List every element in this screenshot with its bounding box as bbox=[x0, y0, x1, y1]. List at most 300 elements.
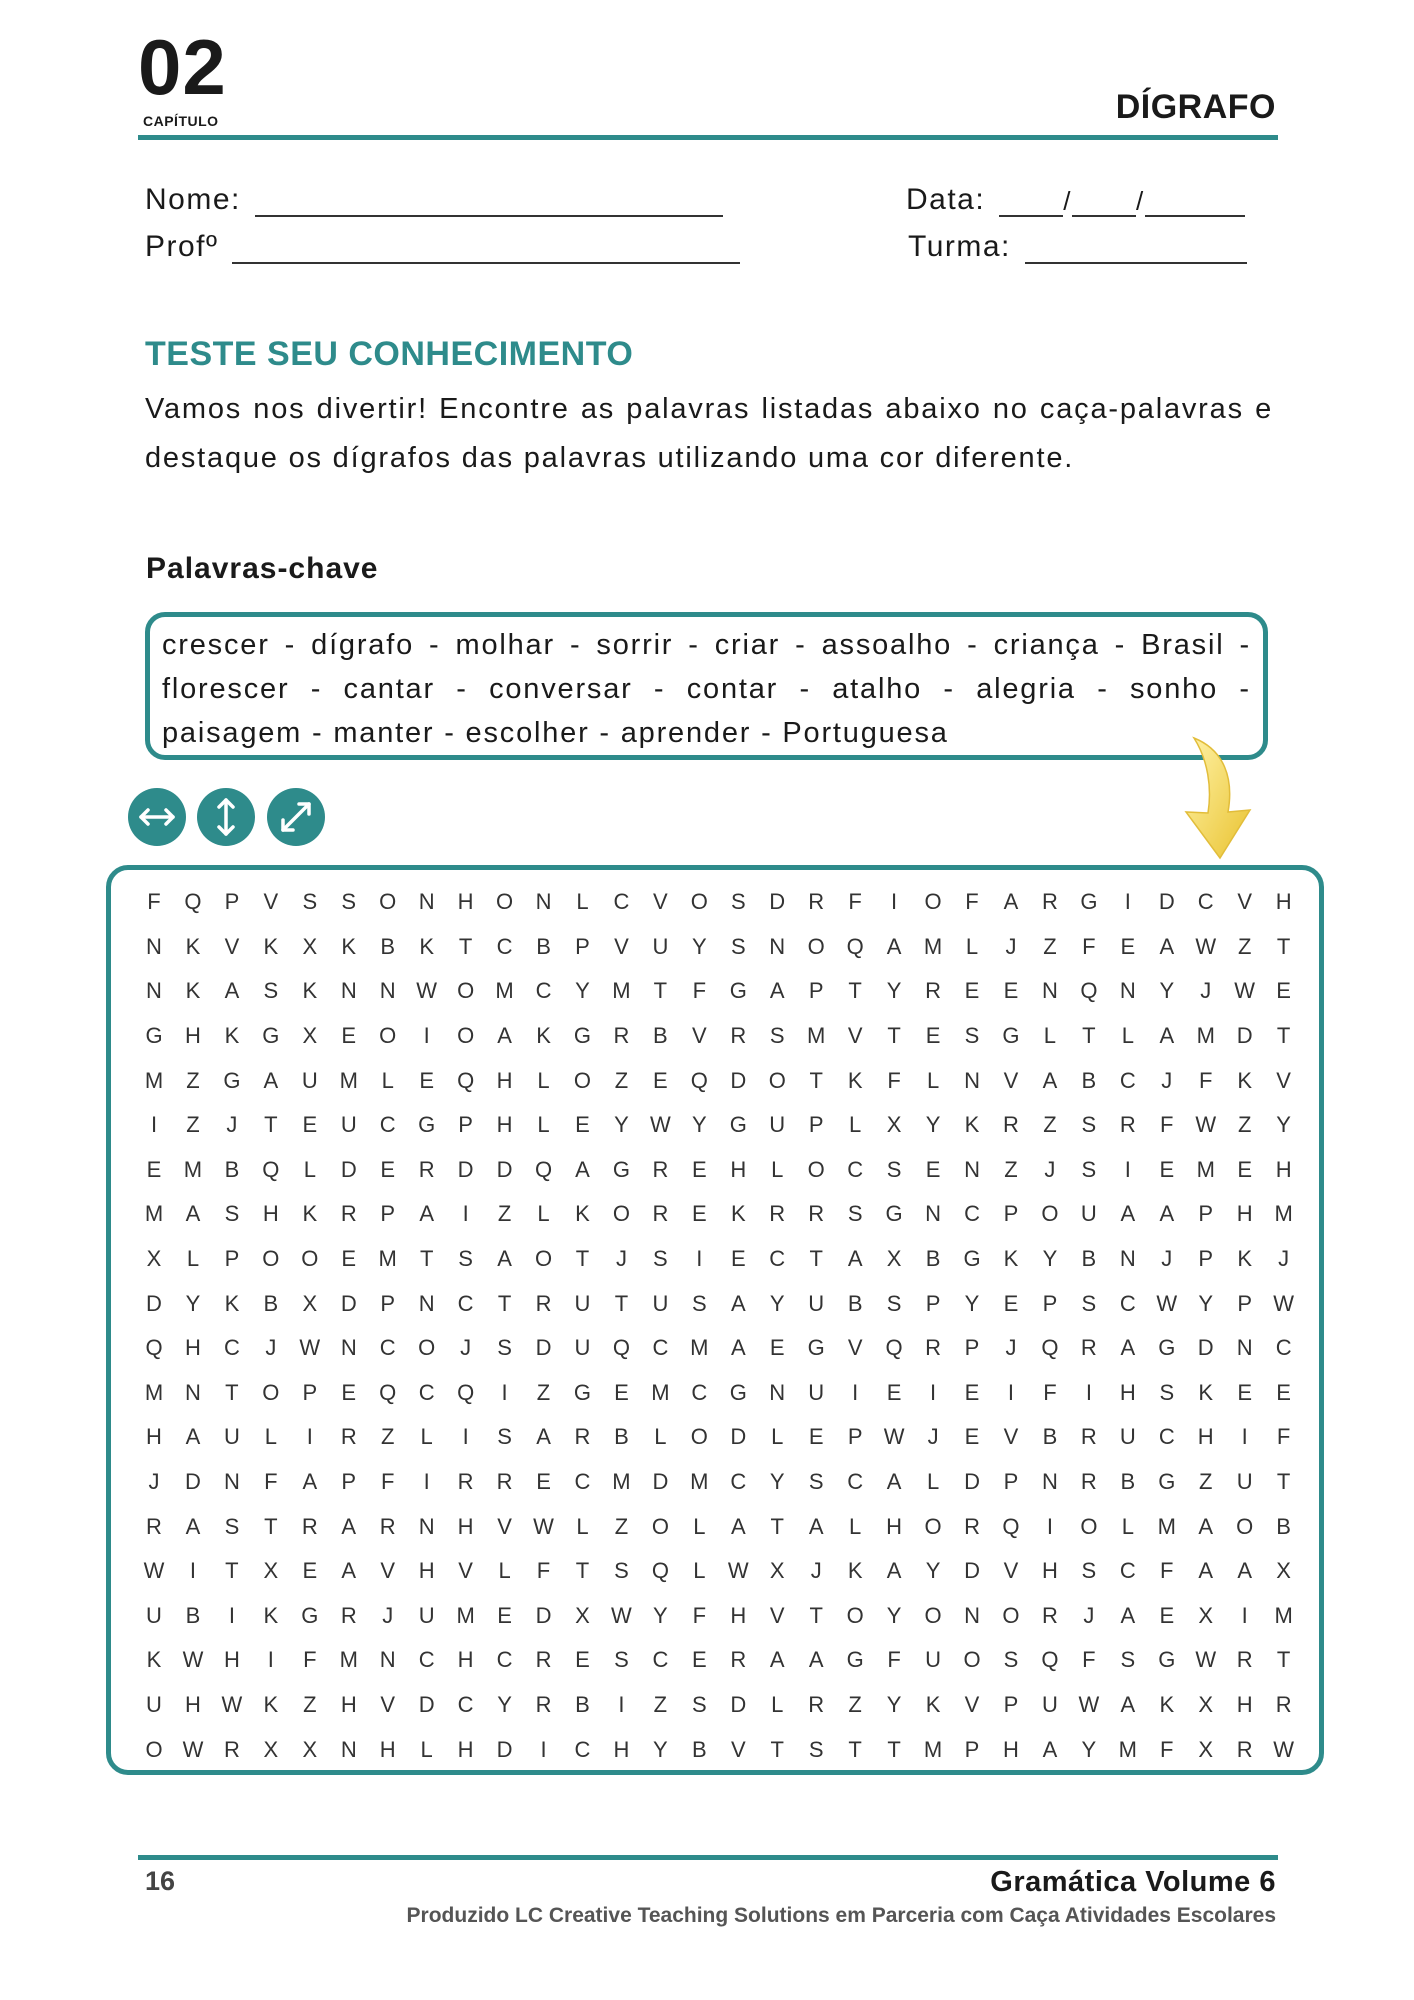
grid-letter[interactable]: P bbox=[380, 1290, 396, 1316]
grid-letter[interactable]: L bbox=[498, 1558, 511, 1584]
grid-letter[interactable]: S bbox=[1081, 1558, 1097, 1584]
grid-letter[interactable]: C bbox=[535, 978, 552, 1004]
class-field[interactable] bbox=[908, 230, 1247, 264]
grid-letter[interactable]: T bbox=[264, 1112, 278, 1138]
grid-letter[interactable]: O bbox=[379, 889, 397, 915]
grid-letter[interactable]: O bbox=[768, 1067, 786, 1093]
grid-letter[interactable]: O bbox=[457, 1023, 475, 1049]
grid-letter[interactable]: Y bbox=[1042, 1246, 1058, 1272]
grid-letter[interactable]: V bbox=[614, 933, 629, 959]
grid-letter[interactable]: S bbox=[302, 889, 318, 915]
grid-letter[interactable]: D bbox=[340, 1156, 357, 1182]
grid-letter[interactable]: A bbox=[224, 978, 240, 1004]
grid-letter[interactable]: H bbox=[730, 1156, 747, 1182]
grid-letter[interactable]: A bbox=[341, 1513, 357, 1539]
grid-letter[interactable]: T bbox=[809, 1602, 823, 1628]
grid-letter[interactable]: T bbox=[575, 1558, 590, 1584]
grid-letter[interactable]: R bbox=[1080, 1424, 1097, 1450]
grid-letter[interactable]: X bbox=[886, 1246, 902, 1272]
grid-letter[interactable]: X bbox=[263, 1558, 279, 1584]
grid-letter[interactable]: A bbox=[536, 1424, 551, 1450]
grid-letter[interactable]: Y bbox=[925, 1558, 941, 1584]
grid-letter[interactable]: E bbox=[886, 1379, 902, 1405]
grid-letter[interactable]: S bbox=[458, 1246, 473, 1272]
date-year-line[interactable] bbox=[1145, 191, 1245, 217]
grid-letter[interactable]: U bbox=[769, 1112, 786, 1138]
grid-letter[interactable]: L bbox=[303, 1156, 316, 1182]
grid-letter[interactable]: K bbox=[847, 1558, 863, 1584]
grid-letter[interactable]: R bbox=[1119, 1112, 1136, 1138]
grid-letter[interactable]: J bbox=[226, 1112, 238, 1138]
grid-letter[interactable]: S bbox=[653, 1246, 668, 1272]
grid-letter[interactable]: R bbox=[613, 1023, 630, 1049]
grid-letter[interactable]: R bbox=[808, 889, 825, 915]
grid-letter[interactable]: J bbox=[615, 1246, 627, 1272]
grid-letter[interactable]: P bbox=[302, 1379, 318, 1405]
grid-letter[interactable]: T bbox=[1276, 933, 1291, 959]
grid-letter[interactable]: B bbox=[653, 1023, 668, 1049]
grid-letter[interactable]: L bbox=[186, 1246, 200, 1272]
grid-letter[interactable]: Y bbox=[614, 1112, 629, 1138]
grid-letter[interactable]: T bbox=[575, 1246, 590, 1272]
grid-letter[interactable]: O bbox=[573, 1067, 592, 1093]
grid-letter[interactable]: V bbox=[964, 1691, 980, 1717]
grid-letter[interactable]: R bbox=[925, 1335, 941, 1361]
grid-letter[interactable]: G bbox=[963, 1246, 981, 1272]
grid-letter[interactable]: Q bbox=[184, 889, 202, 915]
grid-letter[interactable]: Q bbox=[690, 1067, 708, 1093]
grid-letter[interactable]: T bbox=[770, 1736, 784, 1762]
grid-letter[interactable]: H bbox=[496, 1112, 513, 1138]
grid-letter[interactable]: C bbox=[457, 1290, 474, 1316]
grid-letter[interactable]: R bbox=[574, 1424, 591, 1450]
grid-letter[interactable]: H bbox=[1041, 1558, 1058, 1584]
grid-letter[interactable]: E bbox=[964, 1424, 980, 1450]
grid-letter[interactable]: P bbox=[847, 1424, 863, 1450]
grid-letter[interactable]: T bbox=[887, 1023, 901, 1049]
grid-letter[interactable]: I bbox=[1124, 889, 1131, 915]
grid-letter[interactable]: A bbox=[886, 933, 902, 959]
grid-letter[interactable]: Y bbox=[925, 1112, 941, 1138]
grid-letter[interactable]: M bbox=[923, 1736, 943, 1762]
grid-letter[interactable]: Z bbox=[1043, 1112, 1057, 1138]
grid-letter[interactable]: A bbox=[497, 1246, 512, 1272]
grid-letter[interactable]: K bbox=[1003, 1246, 1019, 1272]
grid-letter[interactable]: P bbox=[458, 1112, 473, 1138]
grid-letter[interactable]: V bbox=[769, 1602, 785, 1628]
grid-letter[interactable]: C bbox=[964, 1201, 980, 1227]
grid-letter[interactable]: B bbox=[1276, 1513, 1291, 1539]
grid-letter[interactable]: O bbox=[534, 1246, 553, 1272]
grid-letter[interactable]: V bbox=[730, 1736, 746, 1762]
grid-letter[interactable]: C bbox=[1119, 1558, 1136, 1584]
grid-letter[interactable]: I bbox=[1085, 1379, 1092, 1405]
grid-letter[interactable]: Q bbox=[1002, 1513, 1020, 1539]
grid-letter[interactable]: L bbox=[576, 889, 589, 915]
grid-letter[interactable]: N bbox=[418, 1513, 435, 1539]
grid-letter[interactable]: K bbox=[575, 1201, 590, 1227]
grid-letter[interactable]: N bbox=[1119, 978, 1136, 1004]
grid-letter[interactable]: O bbox=[1041, 1201, 1059, 1227]
grid-letter[interactable]: T bbox=[887, 1736, 901, 1762]
grid-letter[interactable]: D bbox=[1158, 889, 1175, 915]
grid-letter[interactable]: V bbox=[458, 1558, 473, 1584]
grid-letter[interactable]: C bbox=[1119, 1290, 1136, 1316]
grid-letter[interactable]: I bbox=[462, 1424, 469, 1450]
grid-letter[interactable]: L bbox=[1121, 1023, 1134, 1049]
grid-letter[interactable]: G bbox=[885, 1201, 903, 1227]
grid-letter[interactable]: S bbox=[808, 1469, 824, 1495]
grid-letter[interactable]: X bbox=[263, 1736, 279, 1762]
grid-letter[interactable]: Q bbox=[457, 1067, 475, 1093]
grid-letter[interactable]: R bbox=[418, 1156, 435, 1182]
grid-letter[interactable]: K bbox=[224, 1023, 240, 1049]
grid-letter[interactable]: M bbox=[1196, 1156, 1215, 1182]
grid-letter[interactable]: I bbox=[1124, 1156, 1131, 1182]
grid-letter[interactable]: O bbox=[1002, 1602, 1020, 1628]
grid-letter[interactable]: T bbox=[1276, 1647, 1291, 1673]
teacher-field[interactable] bbox=[145, 230, 740, 264]
grid-letter[interactable]: H bbox=[613, 1736, 630, 1762]
grid-letter[interactable]: T bbox=[225, 1558, 239, 1584]
grid-letter[interactable]: P bbox=[1003, 1691, 1019, 1717]
grid-letter[interactable]: R bbox=[496, 1469, 513, 1495]
grid-letter[interactable]: P bbox=[1237, 1290, 1253, 1316]
grid-letter[interactable]: P bbox=[575, 933, 590, 959]
grid-letter[interactable]: N bbox=[146, 933, 162, 959]
grid-letter[interactable]: Y bbox=[1081, 1736, 1097, 1762]
grid-letter[interactable]: F bbox=[887, 1067, 901, 1093]
grid-letter[interactable]: S bbox=[614, 1647, 629, 1673]
grid-letter[interactable]: R bbox=[964, 1513, 980, 1539]
grid-letter[interactable]: E bbox=[419, 1067, 435, 1093]
grid-letter[interactable]: F bbox=[848, 889, 862, 915]
grid-letter[interactable]: H bbox=[418, 1558, 435, 1584]
grid-letter[interactable]: X bbox=[575, 1602, 590, 1628]
grid-letter[interactable]: U bbox=[223, 1424, 240, 1450]
grid-letter[interactable]: K bbox=[263, 1691, 279, 1717]
grid-letter[interactable]: A bbox=[730, 1335, 746, 1361]
grid-letter[interactable]: Z bbox=[1043, 933, 1057, 959]
grid-letter[interactable]: L bbox=[420, 1424, 433, 1450]
grid-letter[interactable]: J bbox=[927, 1424, 939, 1450]
grid-letter[interactable]: N bbox=[964, 1067, 980, 1093]
grid-letter[interactable]: S bbox=[263, 978, 279, 1004]
grid-letter[interactable]: G bbox=[573, 1379, 592, 1405]
grid-letter[interactable]: L bbox=[576, 1513, 589, 1539]
grid-letter[interactable]: G bbox=[1158, 1647, 1176, 1673]
grid-letter[interactable]: A bbox=[769, 978, 785, 1004]
grid-letter[interactable]: S bbox=[224, 1513, 240, 1539]
grid-letter[interactable]: A bbox=[1120, 1691, 1136, 1717]
grid-letter[interactable]: C bbox=[613, 889, 630, 915]
grid-letter[interactable]: E bbox=[1159, 1156, 1175, 1182]
grid-letter[interactable]: N bbox=[146, 978, 162, 1004]
grid-letter[interactable]: S bbox=[886, 1156, 902, 1182]
grid-letter[interactable]: N bbox=[769, 933, 786, 959]
grid-letter[interactable]: F bbox=[887, 1647, 901, 1673]
grid-letter[interactable]: M bbox=[144, 1379, 164, 1405]
grid-letter[interactable]: R bbox=[925, 978, 941, 1004]
grid-letter[interactable]: K bbox=[419, 933, 435, 959]
grid-letter[interactable]: Q bbox=[612, 1335, 630, 1361]
grid-letter[interactable]: F bbox=[536, 1558, 551, 1584]
grid-letter[interactable]: G bbox=[1080, 889, 1098, 915]
name-field[interactable] bbox=[145, 183, 723, 217]
grid-letter[interactable]: P bbox=[964, 1736, 980, 1762]
grid-letter[interactable]: W bbox=[1273, 1736, 1295, 1762]
grid-letter[interactable]: J bbox=[1044, 1156, 1056, 1182]
grid-letter[interactable]: F bbox=[380, 1469, 395, 1495]
grid-letter[interactable]: S bbox=[847, 1201, 863, 1227]
grid-letter[interactable]: E bbox=[380, 1156, 396, 1182]
grid-letter[interactable]: L bbox=[926, 1067, 940, 1093]
grid-letter[interactable]: C bbox=[457, 1691, 474, 1717]
grid-letter[interactable]: Q bbox=[651, 1558, 669, 1584]
grid-letter[interactable]: S bbox=[1081, 1156, 1097, 1182]
grid-letter[interactable]: R bbox=[379, 1513, 396, 1539]
grid-letter[interactable]: O bbox=[690, 1424, 708, 1450]
grid-letter[interactable]: X bbox=[302, 933, 318, 959]
grid-letter[interactable]: B bbox=[263, 1290, 279, 1316]
grid-letter[interactable]: G bbox=[1002, 1023, 1020, 1049]
grid-letter[interactable]: O bbox=[1080, 1513, 1098, 1539]
grid-letter[interactable]: A bbox=[341, 1558, 357, 1584]
grid-letter[interactable]: U bbox=[808, 1379, 825, 1405]
grid-letter[interactable]: I bbox=[267, 1647, 274, 1673]
grid-letter[interactable]: S bbox=[497, 1335, 512, 1361]
grid-letter[interactable]: A bbox=[730, 1290, 746, 1316]
grid-letter[interactable]: C bbox=[496, 1647, 513, 1673]
grid-letter[interactable]: F bbox=[1160, 1736, 1174, 1762]
grid-letter[interactable]: D bbox=[730, 1691, 747, 1717]
grid-letter[interactable]: K bbox=[730, 1201, 746, 1227]
grid-letter[interactable]: L bbox=[537, 1112, 550, 1138]
grid-letter[interactable]: L bbox=[537, 1067, 550, 1093]
grid-letter[interactable]: I bbox=[540, 1736, 547, 1762]
grid-letter[interactable]: T bbox=[1276, 1023, 1291, 1049]
grid-letter[interactable]: A bbox=[497, 1023, 512, 1049]
grid-letter[interactable]: D bbox=[418, 1691, 435, 1717]
grid-letter[interactable]: G bbox=[301, 1602, 319, 1628]
grid-letter[interactable]: U bbox=[574, 1290, 591, 1316]
grid-letter[interactable]: U bbox=[1041, 1691, 1058, 1717]
grid-letter[interactable]: H bbox=[457, 1647, 474, 1673]
grid-letter[interactable]: J bbox=[810, 1558, 822, 1584]
grid-letter[interactable]: A bbox=[730, 1513, 746, 1539]
grid-letter[interactable]: Y bbox=[185, 1290, 201, 1316]
grid-letter[interactable]: D bbox=[730, 1424, 747, 1450]
grid-letter[interactable]: N bbox=[769, 1379, 786, 1405]
grid-letter[interactable]: V bbox=[653, 889, 668, 915]
grid-letter[interactable]: B bbox=[614, 1424, 629, 1450]
grid-letter[interactable]: Z bbox=[614, 1067, 629, 1093]
grid-letter[interactable]: C bbox=[574, 1469, 591, 1495]
grid-letter[interactable]: C bbox=[769, 1246, 786, 1272]
grid-letter[interactable]: G bbox=[846, 1647, 864, 1673]
grid-letter[interactable]: G bbox=[573, 1023, 592, 1049]
grid-letter[interactable]: N bbox=[1041, 1469, 1058, 1495]
grid-letter[interactable]: S bbox=[769, 1023, 785, 1049]
grid-letter[interactable]: V bbox=[692, 1023, 707, 1049]
grid-letter[interactable]: A bbox=[1120, 1201, 1136, 1227]
grid-letter[interactable]: D bbox=[535, 1602, 552, 1628]
grid-letter[interactable]: F bbox=[303, 1647, 317, 1673]
grid-letter[interactable]: P bbox=[925, 1290, 941, 1316]
grid-letter[interactable]: P bbox=[1042, 1290, 1058, 1316]
class-input-line[interactable] bbox=[1025, 238, 1247, 264]
grid-letter[interactable]: R bbox=[535, 1691, 552, 1717]
grid-letter[interactable]: V bbox=[1276, 1067, 1291, 1093]
grid-letter[interactable]: S bbox=[1120, 1647, 1136, 1673]
grid-letter[interactable]: M bbox=[144, 1201, 164, 1227]
grid-letter[interactable]: O bbox=[301, 1246, 319, 1272]
grid-letter[interactable]: Z bbox=[497, 1201, 512, 1227]
grid-letter[interactable]: N bbox=[964, 1602, 980, 1628]
grid-letter[interactable]: T bbox=[653, 978, 668, 1004]
grid-letter[interactable]: I bbox=[1241, 1602, 1248, 1628]
grid-letter[interactable]: U bbox=[652, 933, 669, 959]
grid-letter[interactable]: H bbox=[1275, 1156, 1292, 1182]
grid-letter[interactable]: I bbox=[930, 1379, 937, 1405]
grid-letter[interactable]: O bbox=[418, 1335, 436, 1361]
grid-letter[interactable]: R bbox=[535, 1290, 552, 1316]
grid-letter[interactable]: Z bbox=[848, 1691, 862, 1717]
grid-letter[interactable]: E bbox=[964, 1379, 980, 1405]
grid-letter[interactable]: D bbox=[496, 1156, 513, 1182]
grid-letter[interactable]: X bbox=[302, 1290, 318, 1316]
grid-letter[interactable]: H bbox=[886, 1513, 903, 1539]
grid-letter[interactable]: I bbox=[189, 1558, 197, 1584]
grid-letter[interactable]: Y bbox=[769, 1290, 785, 1316]
grid-letter[interactable]: S bbox=[808, 1736, 824, 1762]
grid-letter[interactable]: E bbox=[341, 1379, 357, 1405]
grid-letter[interactable]: Z bbox=[1199, 1469, 1213, 1495]
grid-letter[interactable]: Z bbox=[186, 1067, 200, 1093]
grid-letter[interactable]: C bbox=[418, 1379, 435, 1405]
grid-letter[interactable]: H bbox=[379, 1736, 396, 1762]
grid-letter[interactable]: L bbox=[654, 1424, 667, 1450]
grid-letter[interactable]: Y bbox=[653, 1602, 668, 1628]
grid-letter[interactable]: K bbox=[185, 933, 201, 959]
grid-letter[interactable]: N bbox=[1041, 978, 1058, 1004]
grid-letter[interactable]: N bbox=[1119, 1246, 1136, 1272]
grid-letter[interactable]: C bbox=[418, 1647, 435, 1673]
grid-letter[interactable]: F bbox=[147, 889, 161, 915]
grid-letter[interactable]: P bbox=[341, 1469, 357, 1495]
grid-letter[interactable]: N bbox=[340, 1335, 357, 1361]
grid-letter[interactable]: B bbox=[185, 1602, 201, 1628]
grid-letter[interactable]: H bbox=[146, 1424, 162, 1450]
grid-letter[interactable]: M bbox=[690, 1469, 709, 1495]
grid-letter[interactable]: H bbox=[457, 1513, 474, 1539]
grid-letter[interactable]: K bbox=[224, 1290, 240, 1316]
grid-letter[interactable]: V bbox=[263, 889, 279, 915]
grid-letter[interactable]: M bbox=[339, 1067, 358, 1093]
grid-letter[interactable]: M bbox=[339, 1647, 358, 1673]
grid-letter[interactable]: B bbox=[1120, 1469, 1136, 1495]
grid-letter[interactable]: K bbox=[1159, 1691, 1175, 1717]
grid-letter[interactable]: F bbox=[264, 1469, 278, 1495]
grid-letter[interactable]: E bbox=[692, 1156, 707, 1182]
grid-letter[interactable]: J bbox=[382, 1602, 394, 1628]
grid-letter[interactable]: T bbox=[770, 1513, 784, 1539]
grid-letter[interactable]: X bbox=[146, 1246, 162, 1272]
grid-letter[interactable]: T bbox=[497, 1290, 512, 1316]
grid-letter[interactable]: E bbox=[1237, 1156, 1253, 1182]
grid-letter[interactable]: F bbox=[1082, 933, 1096, 959]
grid-letter[interactable]: I bbox=[1007, 1379, 1015, 1405]
grid-letter[interactable]: D bbox=[964, 1558, 980, 1584]
grid-letter[interactable]: M bbox=[1274, 1201, 1293, 1227]
grid-letter[interactable]: S bbox=[497, 1424, 512, 1450]
grid-letter[interactable]: E bbox=[925, 1156, 941, 1182]
grid-letter[interactable]: Z bbox=[1004, 1156, 1018, 1182]
grid-letter[interactable]: G bbox=[418, 1112, 436, 1138]
grid-letter[interactable]: D bbox=[496, 1736, 513, 1762]
grid-letter[interactable]: F bbox=[1160, 1558, 1174, 1584]
grid-letter[interactable]: R bbox=[146, 1513, 162, 1539]
grid-letter[interactable]: E bbox=[808, 1424, 824, 1450]
grid-letter[interactable]: K bbox=[341, 933, 357, 959]
grid-letter[interactable]: M bbox=[807, 1023, 826, 1049]
grid-letter[interactable]: T bbox=[458, 933, 473, 959]
grid-letter[interactable]: T bbox=[848, 1736, 862, 1762]
grid-letter[interactable]: J bbox=[265, 1335, 277, 1361]
grid-letter[interactable]: W bbox=[1195, 1647, 1217, 1673]
grid-letter[interactable]: X bbox=[886, 1112, 902, 1138]
grid-letter[interactable]: G bbox=[1158, 1335, 1176, 1361]
grid-letter[interactable]: Z bbox=[303, 1691, 317, 1717]
grid-letter[interactable]: K bbox=[1198, 1379, 1214, 1405]
grid-letter[interactable]: R bbox=[340, 1602, 357, 1628]
date-field[interactable] bbox=[906, 183, 1245, 217]
grid-letter[interactable]: L bbox=[381, 1067, 394, 1093]
grid-letter[interactable]: K bbox=[1237, 1067, 1253, 1093]
grid-letter[interactable]: V bbox=[1003, 1424, 1019, 1450]
grid-letter[interactable]: R bbox=[1003, 1112, 1019, 1138]
grid-letter[interactable]: H bbox=[496, 1067, 513, 1093]
grid-letter[interactable]: A bbox=[575, 1156, 590, 1182]
grid-letter[interactable]: P bbox=[380, 1201, 396, 1227]
grid-letter[interactable]: O bbox=[651, 1513, 669, 1539]
grid-letter[interactable]: Z bbox=[186, 1112, 200, 1138]
grid-letter[interactable]: M bbox=[612, 978, 631, 1004]
grid-letter[interactable]: S bbox=[730, 933, 746, 959]
grid-letter[interactable]: A bbox=[1042, 1067, 1058, 1093]
grid-letter[interactable]: R bbox=[652, 1156, 669, 1182]
grid-letter[interactable]: W bbox=[1156, 1290, 1178, 1316]
grid-letter[interactable]: R bbox=[1080, 1335, 1097, 1361]
grid-letter[interactable]: S bbox=[692, 1290, 707, 1316]
grid-letter[interactable]: I bbox=[228, 1602, 235, 1628]
grid-letter[interactable]: D bbox=[964, 1469, 980, 1495]
grid-letter[interactable]: Y bbox=[886, 1691, 902, 1717]
grid-letter[interactable]: K bbox=[847, 1067, 863, 1093]
grid-letter[interactable]: Z bbox=[380, 1424, 395, 1450]
grid-letter[interactable]: R bbox=[1236, 1647, 1253, 1673]
grid-letter[interactable]: C bbox=[379, 1112, 396, 1138]
grid-letter[interactable]: K bbox=[302, 1201, 318, 1227]
grid-letter[interactable]: A bbox=[185, 1513, 201, 1539]
grid-letter[interactable]: D bbox=[340, 1290, 357, 1316]
grid-letter[interactable]: P bbox=[1003, 1469, 1019, 1495]
grid-letter[interactable]: N bbox=[418, 1290, 435, 1316]
grid-letter[interactable]: Q bbox=[379, 1379, 397, 1405]
grid-letter[interactable]: Y bbox=[692, 1112, 707, 1138]
grid-letter[interactable]: A bbox=[1120, 1335, 1136, 1361]
grid-letter[interactable]: W bbox=[416, 978, 438, 1004]
